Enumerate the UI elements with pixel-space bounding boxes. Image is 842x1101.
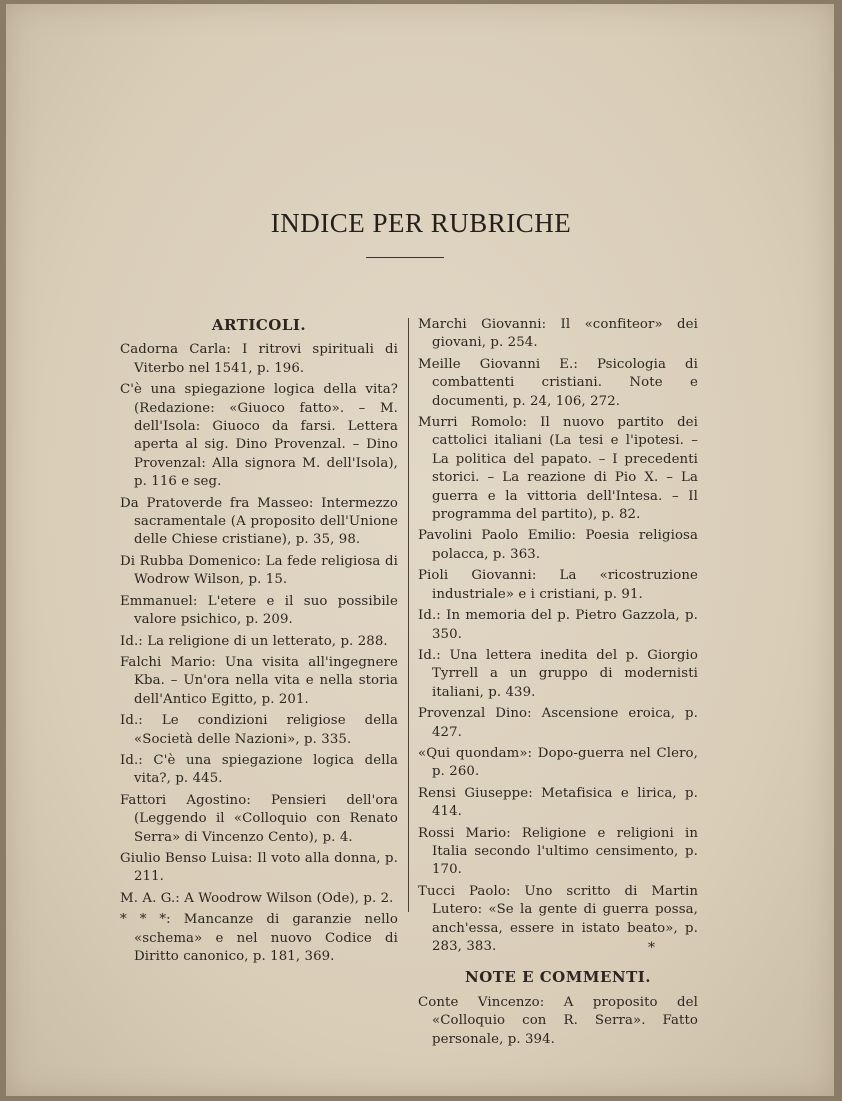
index-entry: Fattori Agostino: Pensieri dell'ora (Leggendo il «Colloquio con Renato Serra» di Vincenzo Cento), p. 4. (120, 792, 398, 845)
index-entry: Pioli Giovanni: La «ricostruzione industriale» e i cristiani, p. 91. (418, 568, 698, 602)
left-column (120, 316, 398, 969)
index-entry: Giulio Benso Luisa: Il voto alla donna, p. 211. (120, 850, 398, 885)
index-entry: Provenzal Dino: Ascensione eroica, p. 427. (418, 706, 698, 740)
index-entry: C'è una spiegazione logica della vita? (Redazione: «Giuoco fatto». – M. dell'Isola: Giuoco da farsi. Lettera aperta al sig. Dino Provenzal. – Dino Provenzal: Alla signora M. dell'Isola), p. 116 e seg. (120, 382, 398, 490)
section-heading-note-e-commenti: NOTE E COMMENTI. (464, 968, 651, 987)
index-entry: Rensi Giuseppe: Metafisica e lirica, p. 414. (418, 785, 698, 820)
index-entry: Da Pratoverde fra Masseo: Intermezzo sacramentale (A proposito dell'Unione delle Chiese cristiane), p. 35, 98. (120, 495, 398, 548)
index-entry: Id.: Le condizioni religiose della «Società delle Nazioni», p. 335. (120, 713, 398, 747)
right-column (418, 316, 698, 1052)
index-entry: Pavolini Paolo Emilio: Poesia religiosa polacca, p. 363. (418, 528, 698, 562)
index-entry: Id.: C'è una spiegazione logica della vita?, p. 445. (120, 752, 398, 787)
index-entry: Cadorna Carla: I ritrovi spirituali di Viterbo nel 1541, p. 196. (120, 342, 398, 376)
title-divider (366, 257, 444, 258)
index-entry: M. A. G.: A Woodrow Wilson (Ode), p. 2. (120, 890, 394, 906)
index-entry: Meille Giovanni E.: Psicologia di combattenti cristiani. Note e documenti, p. 24, 106, 272. (418, 356, 698, 409)
index-entry: Rossi Mario: Religione e religioni in Italia secondo l'ultimo censimento, p. 170. (418, 825, 698, 878)
index-entry: * * *: Mancanze di garanzie nello «schema» e nel nuovo Codice di Diritto canonico, p. 181, 369. (120, 912, 398, 964)
index-entry: Tucci Paolo: Uno scritto di Martin Lutero: «Se la gente di guerra possa, anch'essa, essere in istato beato», p. 283, 383. (418, 883, 698, 954)
index-entry: Marchi Giovanni: Il «confiteor» dei giovani, p. 254. (418, 317, 698, 351)
index-entry: Di Rubba Domenico: La fede religiosa di Wodrow Wilson, p. 15. (120, 553, 398, 588)
section-heading-articoli: ARTICOLI. (211, 316, 307, 334)
index-entry: Falchi Mario: Una visita all'ingegnere Kba. – Un'ora nella vita e nella storia dell'Antico Egitto, p. 201. (120, 654, 398, 707)
index-entry: Conte Vincenzo: A proposito del «Colloquio con R. Serra». Fatto personale, p. 394. (418, 994, 698, 1047)
index-entry: «Qui quondam»: Dopo-guerra nel Clero, p. 260. (418, 745, 698, 780)
column-divider (408, 318, 409, 912)
index-entry: Id.: Una lettera inedita del p. Giorgio Tyrrell a un gruppo di modernisti italiani, p. 439. (418, 647, 698, 700)
footer-asterisk: * (648, 940, 655, 956)
index-entry: Id.: In memoria del p. Pietro Gazzola, p. 350. (418, 608, 698, 642)
index-entry: Murri Romolo: Il nuovo partito dei cattolici italiani (La tesi e l'ipotesi. – La politica del papato. – I precedenti storici. – La reazione di Pio X. – La guerra e la vittoria dell'Intesa. – Il programma del partito), p. 82. (418, 415, 698, 523)
page-title: INDICE PER RUBRICHE (270, 208, 572, 238)
index-entry: Id.: La religione di un letterato, p. 288. (120, 633, 388, 649)
index-entry: Emmanuel: L'etere e il suo possibile valore psichico, p. 209. (120, 593, 398, 628)
